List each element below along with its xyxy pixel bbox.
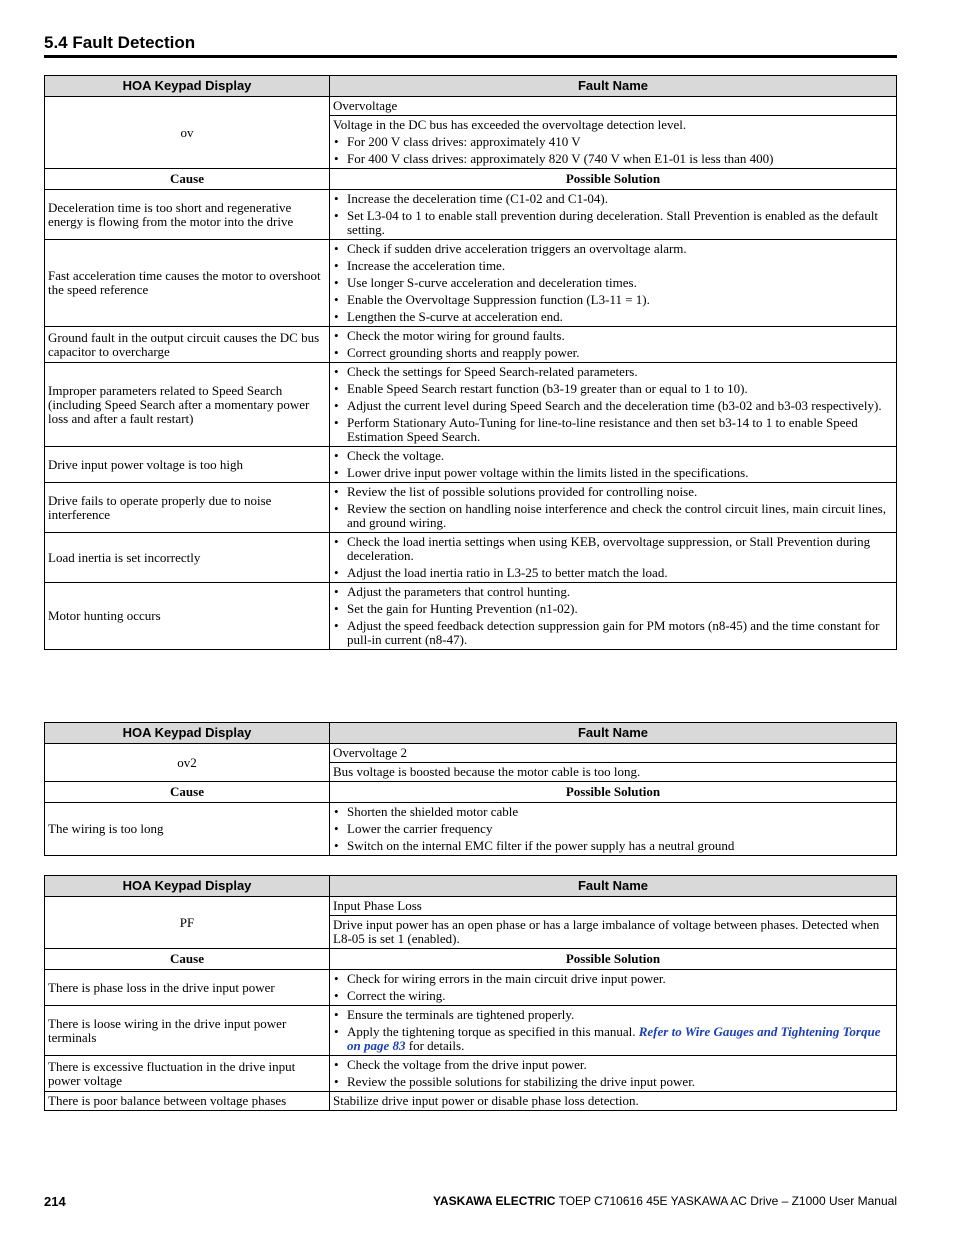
solution-bullet: • Increase the deceleration time (C1-02 and C1-04). [333, 192, 893, 206]
fault-code: ov [45, 97, 330, 169]
header-fault-name: Fault Name [330, 76, 897, 97]
solution-bullet: • Check if sudden drive acceleration triggers an overvoltage alarm. [333, 242, 893, 256]
cause-header: Cause [45, 782, 330, 803]
solution-bullet: • Set L3-04 to 1 to enable stall prevention during deceleration. Stall Prevention is enabled as the default setting. [333, 209, 893, 237]
table-row [45, 447, 897, 483]
solution-cell [330, 533, 897, 583]
section-title: 5.4 Fault Detection [44, 33, 897, 58]
solution-bullet: • Review the possible solutions for stabilizing the drive input power. [333, 1075, 893, 1089]
header-fault-name: Fault Name [330, 723, 897, 744]
cause-cell: There is poor balance between voltage phases [45, 1092, 330, 1111]
solution-bullet: • Review the section on handling noise interference and check the control circuit lines, main circuit lines, and ground wiring. [333, 502, 893, 530]
solution-bullet: • Adjust the speed feedback detection suppression gain for PM motors (n8-45) and the time constant for pull-in current (n8-47). [333, 619, 893, 647]
solution-cell [330, 363, 897, 447]
table-row [45, 483, 897, 533]
fault-description [330, 116, 897, 169]
solution-bullet: • Adjust the current level during Speed Search and the deceleration time (b3-02 and b3-03 respectively). [333, 399, 893, 413]
footer-brand: YASKAWA ELECTRIC [433, 1194, 556, 1208]
cause-cell: Load inertia is set incorrectly [45, 533, 330, 583]
solution-text: Apply the tightening torque as specified in this manual. [347, 1024, 639, 1039]
solution-bullet: • Check for wiring errors in the main circuit drive input power. [333, 972, 893, 986]
solution-bullet: • Use longer S-curve acceleration and deceleration times. [333, 276, 893, 290]
solution-bullet: • Lower the carrier frequency [333, 822, 893, 836]
solution-bullet: • Increase the acceleration time. [333, 259, 893, 273]
solution-header: Possible Solution [330, 949, 897, 970]
footer-doc-text: TOEP C710616 45E YASKAWA AC Drive – Z1000 User Manual [558, 1194, 897, 1208]
cause-cell: Improper parameters related to Speed Search (including Speed Search after a momentary power loss and after a fault restart) [45, 363, 330, 447]
fault-description: Drive input power has an open phase or has a large imbalance of voltage between phases. Detected when L8-05 is set 1 (enabled). [330, 916, 897, 949]
table-row [45, 363, 897, 447]
solution-bullet: • Enable Speed Search restart function (b3-19 greater than or equal to 1 to 10). [333, 382, 893, 396]
table-row [45, 583, 897, 650]
table-row [45, 970, 897, 1006]
solution-text: for details. [405, 1038, 465, 1053]
cause-cell: There is phase loss in the drive input power [45, 970, 330, 1006]
solution-bullet: • Enable the Overvoltage Suppression function (L3-11 = 1). [333, 293, 893, 307]
cause-header: Cause [45, 169, 330, 190]
solution-bullet: • Lower drive input power voltage within the limits listed in the specifications. [333, 466, 893, 480]
cause-cell: Motor hunting occurs [45, 583, 330, 650]
solution-bullet: • Check the voltage. [333, 449, 893, 463]
cause-cell: Fast acceleration time causes the motor to overshoot the speed reference [45, 240, 330, 327]
solution-bullet: • Set the gain for Hunting Prevention (n1-02). [333, 602, 893, 616]
solution-cell [330, 483, 897, 533]
solution-bullet: • Adjust the parameters that control hunting. [333, 585, 893, 599]
table-row [45, 190, 897, 240]
solution-bullet: • Correct grounding shorts and reapply power. [333, 346, 893, 360]
cause-header: Cause [45, 949, 330, 970]
footer-doc-info [433, 1194, 897, 1208]
table-row [45, 1056, 897, 1092]
cause-cell: The wiring is too long [45, 803, 330, 856]
header-keypad-display: HOA Keypad Display [45, 723, 330, 744]
solution-bullet: • Check the voltage from the drive input power. [333, 1058, 893, 1072]
solution-bullet: • Shorten the shielded motor cable [333, 805, 893, 819]
cause-cell: Drive input power voltage is too high [45, 447, 330, 483]
table-row [45, 533, 897, 583]
solution-bullet: • Check the load inertia settings when using KEB, overvoltage suppression, or Stall Prevention during deceleration. [333, 535, 893, 563]
solution-cell [330, 190, 897, 240]
cause-cell: There is loose wiring in the drive input power terminals [45, 1006, 330, 1056]
cause-cell: Ground fault in the output circuit causes the DC bus capacitor to overcharge [45, 327, 330, 363]
fault-name: Overvoltage 2 [330, 744, 897, 763]
fault-table-ov [44, 75, 897, 650]
solution-cell [330, 240, 897, 327]
cause-cell: There is excessive fluctuation in the drive input power voltage [45, 1056, 330, 1092]
cause-cell: Drive fails to operate properly due to noise interference [45, 483, 330, 533]
solution-bullet: • Check the motor wiring for ground faults. [333, 329, 893, 343]
solution-cell [330, 447, 897, 483]
solution-bullet: • Ensure the terminals are tightened properly. [333, 1008, 893, 1022]
solution-bullet: • Check the settings for Speed Search-related parameters. [333, 365, 893, 379]
solution-bullet: • Perform Stationary Auto-Tuning for line-to-line resistance and then set b3-14 to 1 to enable Speed Estimation Speed Search. [333, 416, 893, 444]
solution-bullet: • Correct the wiring. [333, 989, 893, 1003]
header-fault-name: Fault Name [330, 876, 897, 897]
solution-cell [330, 327, 897, 363]
solution-header: Possible Solution [330, 169, 897, 190]
fault-table-pf [44, 875, 897, 1111]
solution-bullet: • Adjust the load inertia ratio in L3-25 to better match the load. [333, 566, 893, 580]
fault-description-text: Voltage in the DC bus has exceeded the overvoltage detection level. [333, 117, 687, 132]
table-row [45, 240, 897, 327]
fault-code: ov2 [45, 744, 330, 782]
description-bullet: • For 400 V class drives: approximately 820 V (740 V when E1-01 is less than 400) [333, 152, 893, 166]
fault-name: Input Phase Loss [330, 897, 897, 916]
fault-code: PF [45, 897, 330, 949]
table-row [45, 1006, 897, 1056]
fault-name: Overvoltage [330, 97, 897, 116]
page-number: 214 [44, 1194, 66, 1209]
solution-cell [330, 583, 897, 650]
fault-table-ov2 [44, 722, 897, 856]
solution-bullet [333, 1025, 893, 1053]
solution-header: Possible Solution [330, 782, 897, 803]
solution-cell [330, 970, 897, 1006]
solution-cell [330, 1056, 897, 1092]
cause-cell: Deceleration time is too short and regenerative energy is flowing from the motor into the drive [45, 190, 330, 240]
solution-bullet: • Review the list of possible solutions provided for controlling noise. [333, 485, 893, 499]
solution-cell: Stabilize drive input power or disable phase loss detection. [330, 1092, 897, 1111]
description-bullet: • For 200 V class drives: approximately 410 V [333, 135, 893, 149]
table-row [45, 327, 897, 363]
wire-gauges-link[interactable]: Refer to Wire Gauges and Tightening Torque on page 83 [347, 1024, 881, 1053]
table-row [45, 803, 897, 856]
solution-bullet: • Switch on the internal EMC filter if the power supply has a neutral ground [333, 839, 893, 853]
header-keypad-display: HOA Keypad Display [45, 76, 330, 97]
header-keypad-display: HOA Keypad Display [45, 876, 330, 897]
solution-cell [330, 803, 897, 856]
table-row [45, 1092, 897, 1111]
solution-cell [330, 1006, 897, 1056]
fault-description: Bus voltage is boosted because the motor cable is too long. [330, 763, 897, 782]
solution-bullet: • Lengthen the S-curve at acceleration end. [333, 310, 893, 324]
